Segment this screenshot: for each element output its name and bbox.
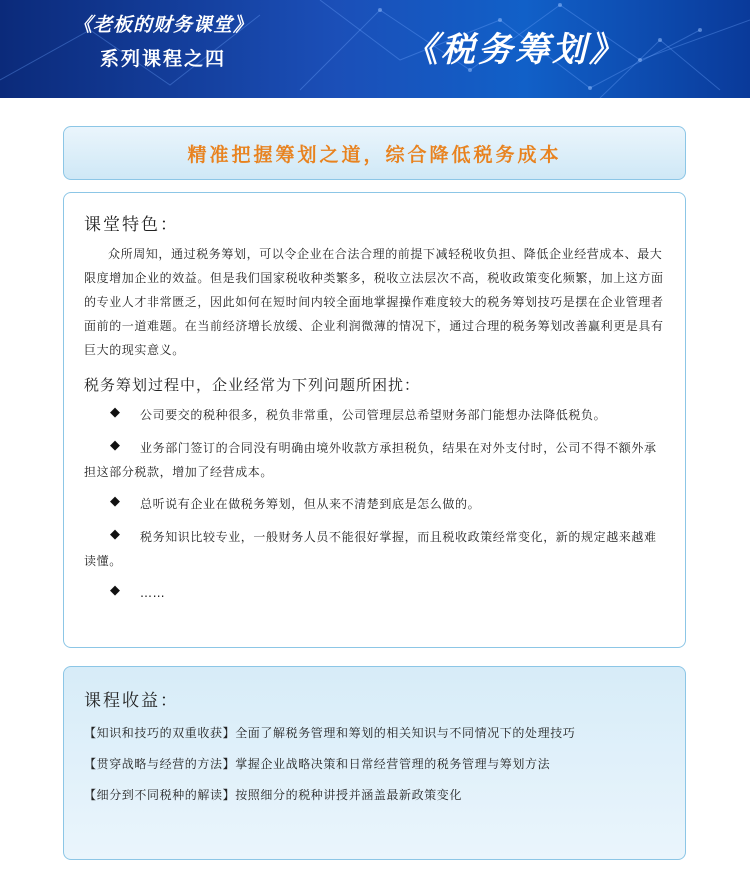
bullet-diamond-icon: ◆ — [110, 438, 120, 453]
course-title: 《税务筹划》 — [404, 30, 626, 70]
series-subtitle: 系列课程之四 — [99, 48, 226, 70]
bullet-diamond-icon: ◆ — [110, 527, 120, 542]
slogan-box — [63, 126, 686, 180]
slogan-text: 精准把握筹划之道，综合降低税务成本 — [187, 144, 562, 166]
problem-item: 税务知识比较专业，一般财务人员不能很好掌握，而且税收政策经常变化，新的规定越来越难读懂。 — [84, 530, 657, 568]
problem-item: 业务部门签订的合同没有明确由境外收款方承担税负，结果在对外支付时，公司不得不额外承担这部分税款，增加了经营成本。 — [84, 441, 657, 479]
benefits-heading: 课程收益： — [84, 691, 179, 711]
benefit-item: 【细分到不同税种的解读】按照细分的税种讲授并涵盖最新政策变化 — [84, 788, 463, 802]
benefit-item: 【贯穿战略与经营的方法】掌握企业战略决策和日常经营管理的税务管理与筹划方法 — [84, 757, 551, 771]
bullet-diamond-icon: ◆ — [110, 494, 120, 509]
benefit-item: 【知识和技巧的双重收获】全面了解税务管理和筹划的相关知识与不同情况下的处理技巧 — [84, 726, 576, 740]
problem-item: 公司要交的税种很多，税负非常重，公司管理层总希望财务部门能想办法降低税负。 — [140, 408, 607, 422]
problem-item: …… — [140, 586, 166, 600]
features-paragraph: 众所周知，通过税务筹划，可以令企业在合法合理的前提下减轻税收负担、降低企业经营成本、最大限度增加企业的效益。但是我们国家税收种类繁多，税收立法层次不高，税收政策变化频繁，加上这方面的专业人才非常匮乏，因此如何在短时间内较全面地掌握操作难度较大的税务筹划技巧是摆在企业管理者面前的一道难题。在当前经济增长放缓、企业利润微薄的情况下，通过合理的税务筹划改善赢利更是具有巨大的现实意义。 — [84, 247, 664, 357]
header-banner — [0, 0, 750, 98]
bullet-diamond-icon: ◆ — [110, 583, 120, 598]
bullet-diamond-icon: ◆ — [110, 405, 120, 420]
series-title: 《老板的财务课堂》 — [72, 14, 253, 36]
problems-heading: 税务筹划过程中，企业经常为下列问题所困扰： — [84, 376, 421, 394]
problem-item: 总听说有企业在做税务筹划，但从来不清楚到底是怎么做的。 — [140, 497, 481, 511]
features-heading: 课堂特色： — [84, 215, 179, 235]
